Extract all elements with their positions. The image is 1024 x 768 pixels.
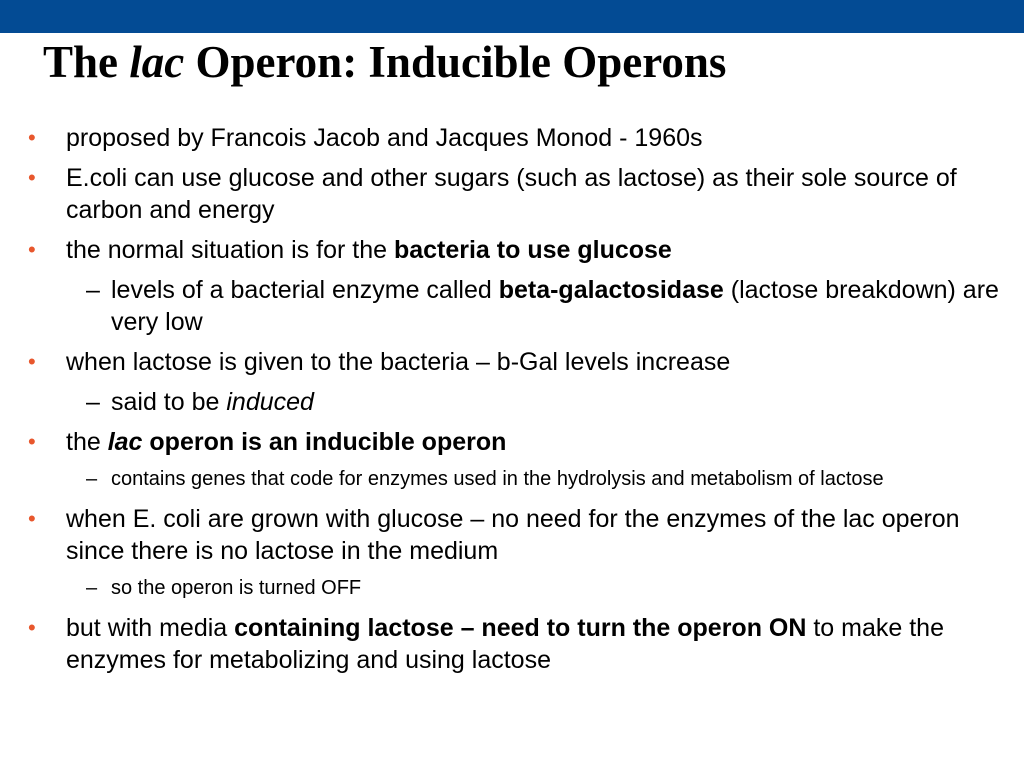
bullet-text: when E. coli are grown with glucose – no need for the enzymes of the lac operon since there is no lactose in the medium (66, 505, 960, 565)
bullet-item (0, 346, 1024, 378)
bullet-text: when lactose is given to the bacteria – b-Gal levels increase (66, 348, 731, 376)
sub-bullet-text-italic: induced (226, 388, 314, 416)
title-text-italic: lac (129, 37, 185, 87)
sub-bullet-item (0, 575, 1024, 602)
bullet-icon: • (28, 615, 36, 640)
dash-icon: – (86, 577, 98, 599)
slide-title (43, 34, 726, 90)
bullet-text-bold: containing lactose – need to turn the operon ON (234, 614, 807, 642)
bullet-text: E.coli can use glucose and other sugars (such as lactose) as their sole source of carbon and energy (66, 164, 957, 224)
bullet-item (0, 234, 1024, 266)
sub-bullet-text: (lactose breakdown) are very low (111, 276, 999, 336)
bullet-icon: • (28, 125, 36, 150)
bullet-text-bold-italic: lac (107, 428, 143, 456)
bullet-icon: • (28, 165, 36, 190)
bullet-icon: • (28, 429, 36, 454)
bullet-text-bold: bacteria to use glucose (393, 236, 672, 264)
bullet-text: proposed by Francois Jacob and Jacques Monod - 1960s (66, 124, 703, 152)
bullet-icon: • (28, 349, 36, 374)
slide-content (0, 122, 1024, 684)
bullet-icon: • (28, 237, 36, 262)
top-bar (0, 0, 1024, 33)
sub-bullet-item (0, 386, 1024, 418)
bullet-item (0, 122, 1024, 154)
title-text-post: Operon: Inducible Operons (184, 37, 727, 87)
bullet-icon: • (28, 506, 36, 531)
bullet-text: the (66, 428, 108, 456)
bullet-item (0, 503, 1024, 567)
bullet-item (0, 162, 1024, 226)
sub-bullet-text: contains genes that code for enzymes used in the hydrolysis and metabolism of lactose (111, 468, 884, 490)
sub-bullet-text-bold: beta-galactosidase (498, 276, 724, 304)
sub-bullet-text: said to be (111, 388, 227, 416)
bullet-text: the normal situation is for the (66, 236, 394, 264)
bullet-item (0, 612, 1024, 676)
sub-bullet-text: levels of a bacterial enzyme called (111, 276, 499, 304)
sub-bullet-item (0, 274, 1024, 338)
bullet-text: to make the enzymes for metabolizing and using lactose (66, 614, 944, 674)
sub-bullet-text: so the operon is turned OFF (111, 577, 362, 599)
title-text-pre: The (43, 37, 130, 87)
bullet-text-bold: operon is an inducible operon (142, 428, 507, 456)
bullet-item (0, 426, 1024, 458)
dash-icon: – (86, 276, 100, 304)
dash-icon: – (86, 388, 100, 416)
bullet-text: but with media (66, 614, 235, 642)
dash-icon: – (86, 468, 98, 490)
sub-bullet-item (0, 466, 1024, 493)
